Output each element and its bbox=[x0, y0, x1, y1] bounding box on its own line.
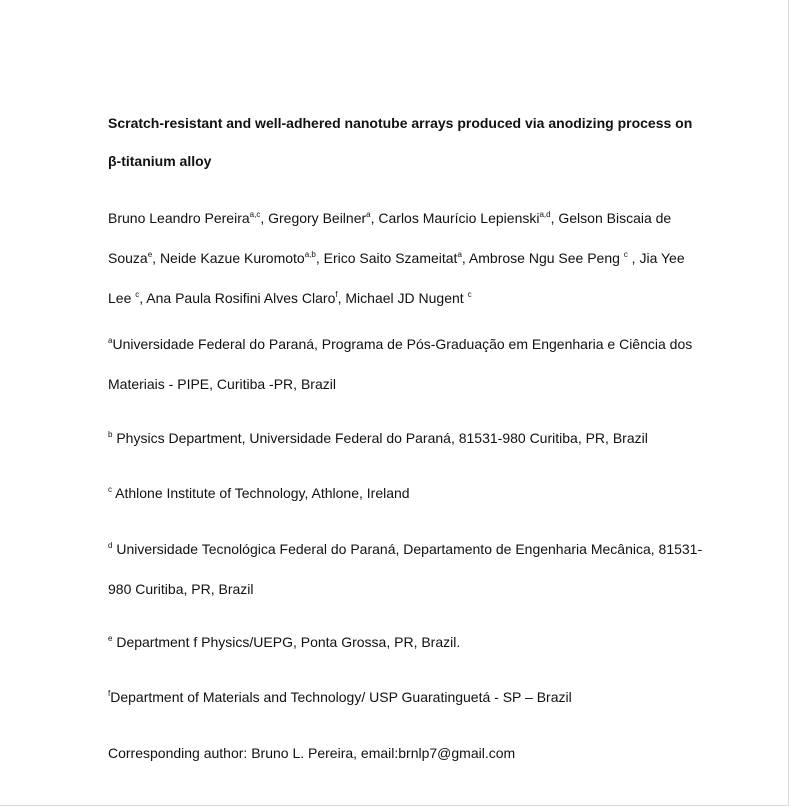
affiliation-b: $^b$ Physics Department, Universidade Federal do Paraná, 81531-980 Curitiba, PR, Brazil bbox=[108, 430, 648, 446]
author: Ambrose Ngu See Peng $^c$ , bbox=[468, 250, 640, 266]
corresponding-author: Corresponding author: Bruno L. Pereira, email:brnlp7@gmail.com bbox=[108, 745, 516, 761]
author: Ana Paula Rosifini Alves Claro$^f$, bbox=[146, 290, 346, 306]
author: Bruno Leandro Pereira$^{a,c}$, bbox=[108, 210, 269, 226]
affiliation-f: $^f$Department of Materials and Technology/ USP Guaratinguetá - SP – Brazil bbox=[108, 689, 572, 705]
affiliation-e: $^e$ Department f Physics/UEPG, Ponta Grossa, PR, Brazil. bbox=[108, 634, 461, 650]
affiliation-c: $^c$ Athlone Institute of Technology, Athlone, Ireland bbox=[108, 485, 410, 501]
affiliation-a: $^a$Universidade Federal do Paraná, Programa de Pós-Graduação em Engenharia e Ciência dos Materiais - PIPE, Curitiba -PR, Brazil bbox=[108, 336, 693, 392]
paper-title: Scratch-resistant and well-adhered nanotube arrays produced via anodizing process on β-titanium alloy bbox=[108, 115, 693, 169]
affiliation-d: $^d$ Universidade Tecnológica Federal do Paraná, Departamento de Engenharia Mecânica, 81531-980 Curitiba, PR, Brazil bbox=[108, 541, 703, 597]
author: Erico Saito Szameitat$^a$, bbox=[323, 250, 469, 266]
author: Gregory Beilner$^a$, bbox=[268, 210, 379, 226]
author-list bbox=[108, 198, 708, 318]
author: Gelson Biscaia de Souza$^e$, bbox=[108, 210, 672, 266]
author: Carlos Maurício Lepienski$^{a,d}$, bbox=[378, 210, 559, 226]
author: Michael JD Nugent $^c$ bbox=[345, 290, 472, 306]
author: Neide Kazue Kuromoto$^{a,b}$, bbox=[159, 250, 324, 266]
author: Jia Yee Lee $^c$, bbox=[108, 250, 685, 306]
